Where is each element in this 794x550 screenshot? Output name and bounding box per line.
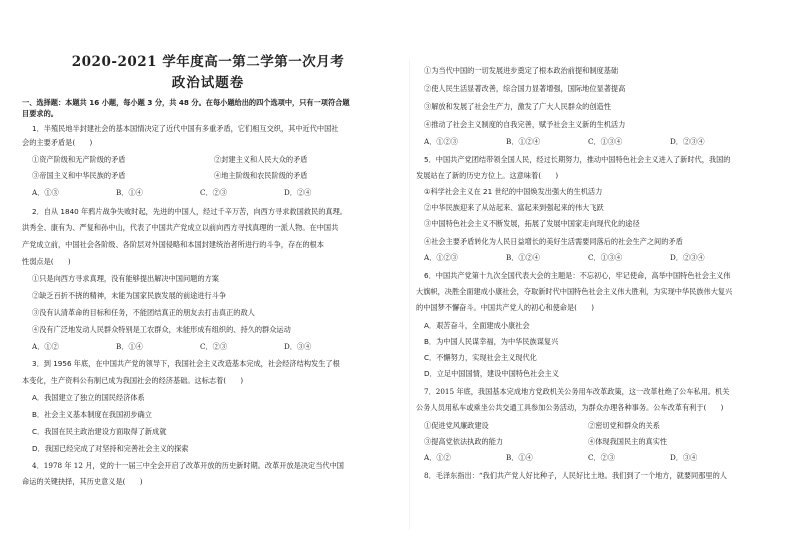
q5-answer-a: A．①②③ (424, 253, 458, 262)
q4-answer-d: D．②③④ (670, 137, 705, 146)
q4-stem-line2: 命运的关键抉择，其历史意义是( ) (22, 477, 143, 486)
q7-answer-a: A．①② (424, 453, 451, 462)
q3-option-a: A．我国建立了独立的国民经济体系 (32, 393, 145, 402)
q6-stem-line3: 的中国梦不懈奋斗。中国共产党人的初心和使命是( ) (416, 303, 595, 312)
q5-answer-d: D．②③④ (670, 253, 705, 262)
q2-option-1: ①只是向西方寻求真理，没有能够提出解决中国问题的方案 (32, 274, 219, 283)
q1-option-4: ④地主阶级和农民阶级的矛盾 (214, 171, 308, 180)
q7-option-1: ①促进党风廉政建设 (424, 421, 489, 430)
q5-option-3: ③中国特色社会主义不断发展，拓展了发展中国家走向现代化的途径 (424, 219, 640, 228)
q6-option-c: C．不懈努力，实现社会主义现代化 (424, 353, 537, 362)
q1-answer-d: D．②④ (284, 188, 312, 197)
q8-stem-line1: 8．毛泽东指出：“我们共产党人好比种子，人民好比土地。我们到了一个地方，就要同那里的人 (424, 471, 727, 480)
q5-option-2: ②中华民族迎来了从站起来、富起来到强起来的伟大飞跃 (424, 203, 604, 212)
q6-stem-line1: 6．中国共产党第十九次全国代表大会的主题是：不忘初心，牢记使命，高举中国特色社会主义伟 (424, 271, 731, 280)
q4-option-1: ①为当代中国的一切发展进步奠定了根本政治前提和制度基础 (424, 66, 619, 75)
q2-answer-d: D．③④ (284, 342, 312, 351)
q4-answer-b: B．①②④ (506, 137, 541, 146)
q1-answer-b: B．①④ (116, 188, 143, 197)
q4-answer-c: C．①③④ (588, 137, 623, 146)
q1-option-3: ③帝国主义和中华民族的矛盾 (32, 171, 126, 180)
exam-title: 2020-2021 学年度高一第二学第一次月考 (71, 54, 345, 70)
q3-stem-line2: 本变化，生产资料公有制已成为我国社会的经济基础。这标志着( ) (22, 376, 244, 385)
q2-option-2: ②缺乏百折不挠的精神，未能为国家民族发展的前途进行斗争 (32, 291, 227, 300)
q5-stem-line1: 5．中国共产党团结带领全国人民，经过长期努力，推动中国特色社会主义进入了新时代，我国的 (424, 155, 731, 164)
q3-option-c: C．我国在民主政治建设方面取得了新成就 (32, 427, 167, 436)
q4-option-2: ②使人民生活显著改善，综合国力显著增强，国际地位显著提高 (424, 84, 626, 93)
q2-answer-b: B．①④ (116, 342, 143, 351)
exam-subtitle: 政治试题卷 (171, 75, 245, 91)
column-divider (409, 60, 410, 530)
q1-answer-c: C．②③ (200, 188, 228, 197)
q4-option-3: ③解放和发展了社会生产力，激发了广大人民群众的创造性 (424, 102, 611, 111)
q1-option-2: ②封建主义和人民大众的矛盾 (214, 155, 308, 164)
q2-stem-line2: 洪秀全、康有为、严复和孙中山，代表了中国共产党成立以前向西方寻找真理的一派人物。在中国共 (22, 223, 339, 232)
q3-option-b: B．社会主义基本制度在我国初步确立 (32, 410, 152, 419)
q6-option-a: A．艰苦奋斗，全面建成小康社会 (424, 321, 530, 330)
q5-option-4: ④社会主要矛盾转化为人民日益增长的美好生活需要同落后的社会生产之间的矛盾 (424, 237, 683, 246)
q1-stem-line1: 1．半殖民地半封建社会的基本国情决定了近代中国有多重矛盾，它们相互交织，其中近代中国社 (32, 124, 339, 133)
q1-option-1: ①资产阶级和无产阶级的矛盾 (32, 155, 126, 164)
q5-stem-line2: 发展站在了新的历史方位上。这意味着( ) (416, 171, 559, 180)
section-heading-line1: 一、选择题：本题共 16 小题，每小题 3 分，共 48 分。在每小题给出的四个选项中，只有一项符合题 (22, 98, 350, 107)
q1-stem-line2: 会的主要矛盾是( ) (22, 138, 93, 147)
q6-option-d: D．立足中国国情，建设中国特色社会主义 (424, 369, 559, 378)
q7-stem-line1: 7．2015 年底，我国基本完成地方党政机关公务用车改革政策，这一改革杜绝了公车私用。机关 (424, 387, 730, 396)
q5-option-1: ①科学社会主义在 21 世纪的中国焕发出强大的生机活力 (424, 187, 603, 196)
q4-stem-line1: 4．1978 年 12 月，党的十一届三中全会开启了改革开放的历史新时期。改革开放是决定当代中国 (32, 461, 344, 470)
q7-option-3: ③提高党依法执政的能力 (424, 437, 504, 446)
q3-option-d: D．我国已经完成了对坚持和完善社会主义的探索 (32, 444, 189, 453)
q7-option-2: ②密切党和群众的关系 (588, 421, 660, 430)
q2-stem-line3: 产党成立前，中国社会各阶级、各阶层对外国侵略和本国封建统治者所进行的斗争，存在的根本 (22, 240, 324, 249)
q2-answer-c: C．②③ (200, 342, 228, 351)
q4-answer-a: A．①②③ (424, 137, 458, 146)
q7-answer-b: B．①④ (506, 453, 533, 462)
q1-answer-a: A．①③ (32, 188, 59, 197)
q6-stem-line2: 大旗帜，决胜全面建成小康社会，夺取新时代中国特色社会主义伟大胜利，为实现中华民族伟大复兴 (416, 287, 733, 296)
q5-answer-c: C．①③④ (588, 253, 623, 262)
q2-stem-line1: 2．自从 1840 年鸦片战争失败时起，先进的中国人，经过千辛万苦，向西方寻求救国救民的真理。 (32, 207, 347, 216)
section-heading-line2: 目要求的。 (22, 109, 58, 118)
q7-answer-c: C．②③ (588, 453, 616, 462)
q7-option-4: ④体现我国民主的真实性 (588, 437, 668, 446)
q5-answer-b: B．①②④ (506, 253, 541, 262)
q2-option-4: ④没有广泛地发动人民群众特别是工农群众，未能形成有组织的、持久的群众运动 (32, 325, 291, 334)
q4-option-4: ④推动了社会主义制度的自我完善，赋予社会主义新的生机活力 (424, 120, 626, 129)
q7-answer-d: D．③④ (670, 453, 698, 462)
q3-stem-line1: 3．到 1956 年底，在中国共产党的领导下，我国社会主义改造基本完成，社会经济结构发生了根 (32, 359, 340, 368)
q2-option-3: ③没有认清革命的目标和任务，不能团结真正的朋友去打击真正的敌人 (32, 308, 255, 317)
q2-stem-line4: 性弱点是( ) (22, 257, 71, 266)
q7-stem-line2: 公务人员用私车或乘坐公共交通工具参加公务活动，为群众办理各种事务。公车改革有利于( ) (416, 403, 724, 412)
q2-answer-a: A．①② (32, 342, 59, 351)
q6-option-b: B．为中国人民谋幸福，为中华民族谋复兴 (424, 337, 559, 346)
